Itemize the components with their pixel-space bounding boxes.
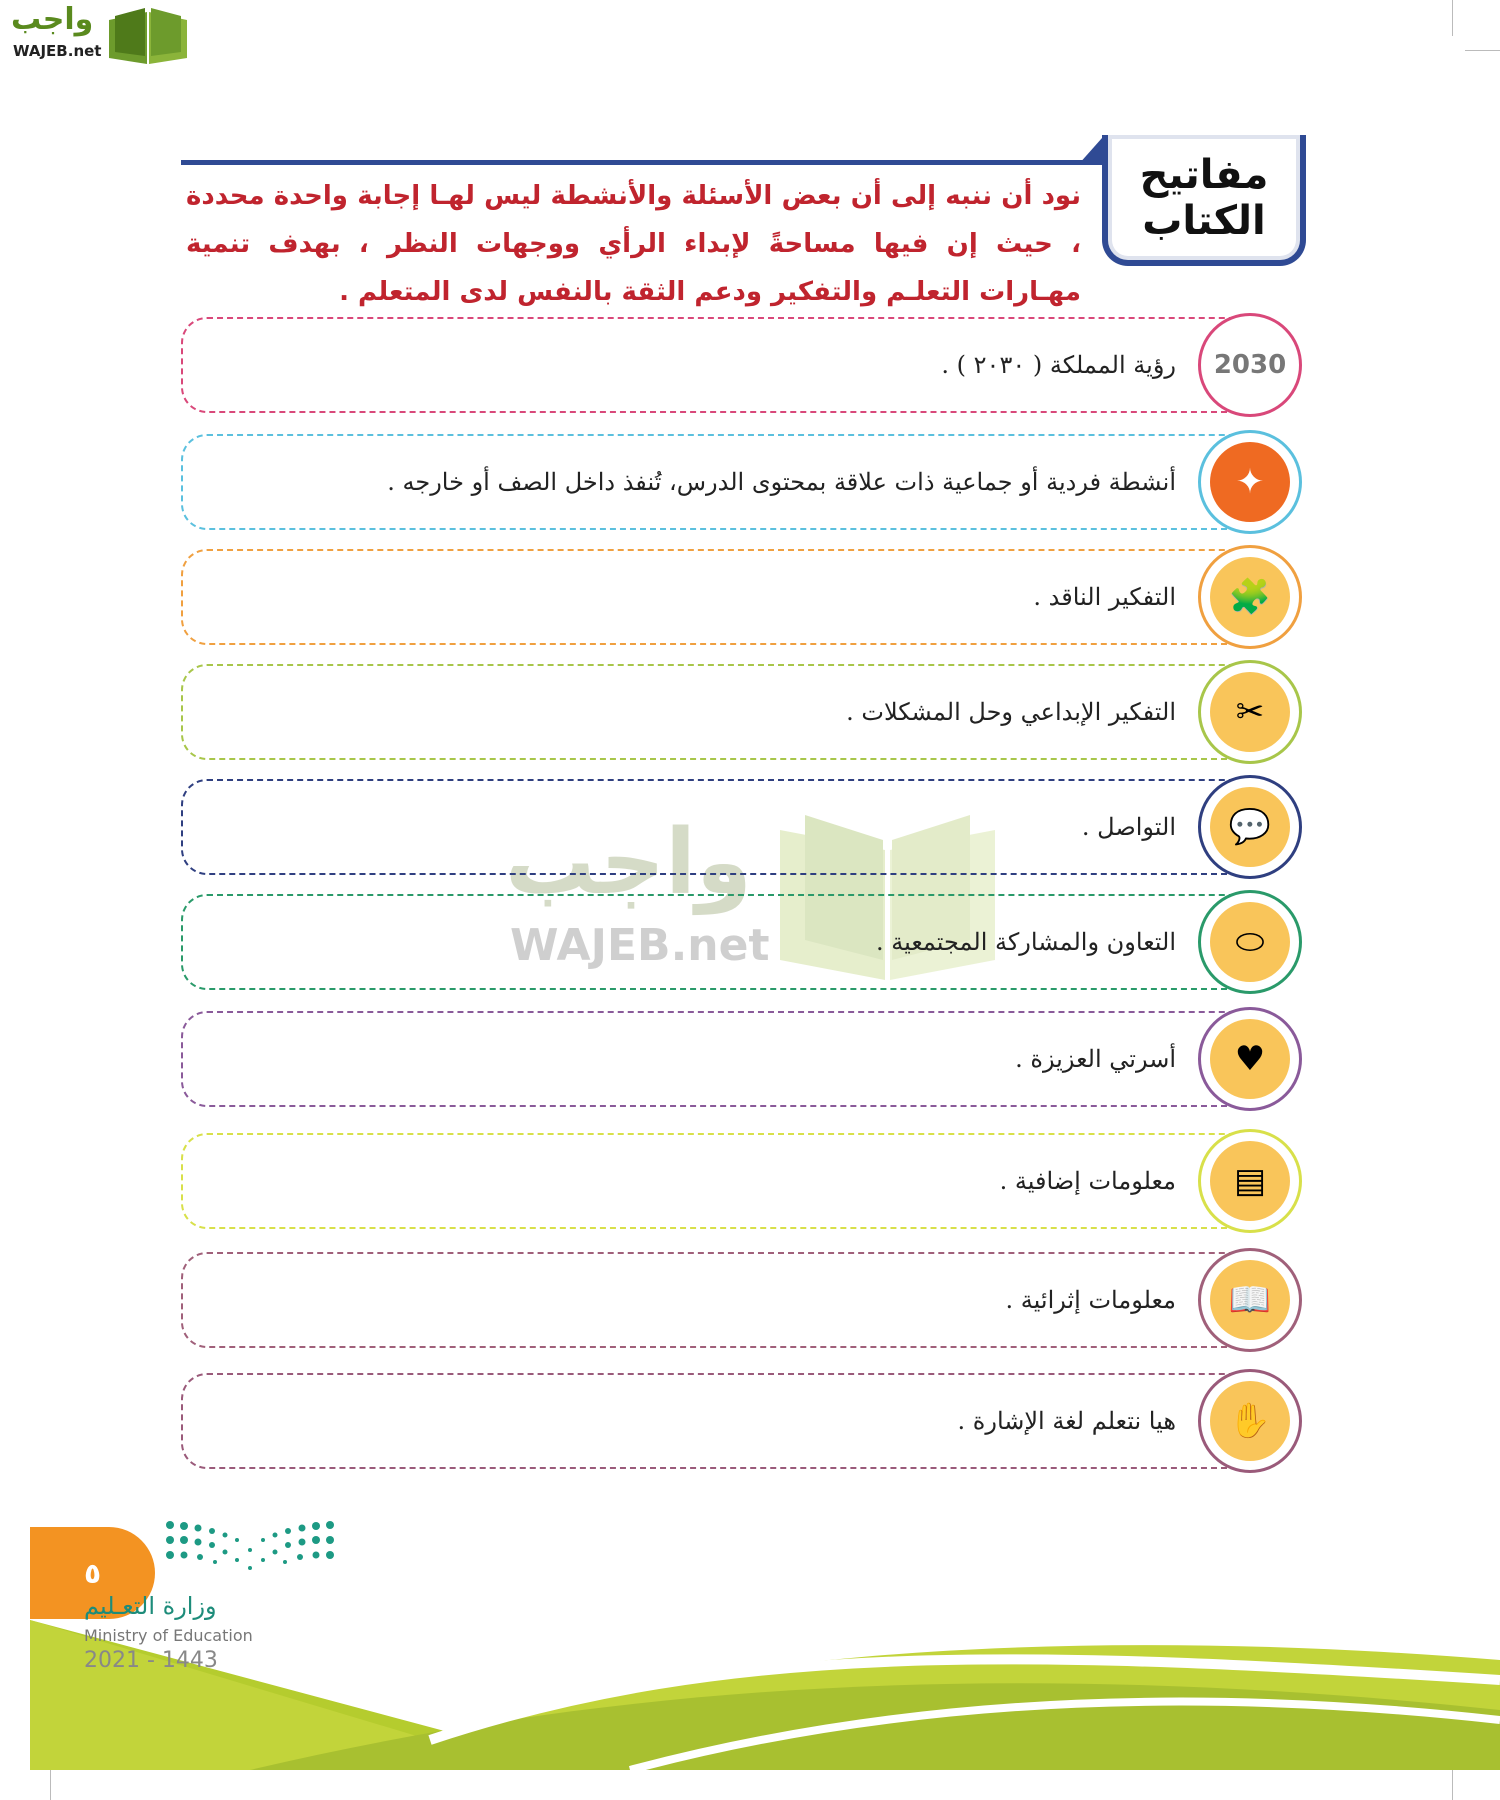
book-logo-icon xyxy=(107,6,189,64)
key-row xyxy=(181,894,1231,990)
key-row xyxy=(181,779,1231,875)
key-label: التفكير الناقد . xyxy=(1033,583,1176,611)
icon-inner: ✋ xyxy=(1210,1381,1290,1461)
icon-inner: ✦ xyxy=(1210,442,1290,522)
vision-2030-logo-text: 2030 xyxy=(1213,350,1287,380)
crop-mark xyxy=(1452,0,1453,36)
watermark: واجب WAJEB.net xyxy=(505,810,1005,990)
crop-mark xyxy=(1452,1766,1453,1800)
wajeb-logo[interactable]: واجب WAJEB.net xyxy=(11,2,191,68)
icon-inner: ♥ xyxy=(1210,1019,1290,1099)
open-book-icon xyxy=(1198,1248,1302,1352)
header-rule xyxy=(181,160,1086,165)
key-label: التفكير الإبداعي وحل المشكلات . xyxy=(846,698,1176,726)
icon-inner: 📖 xyxy=(1210,1260,1290,1340)
sign-language-icon xyxy=(1198,1369,1302,1473)
key-row xyxy=(181,549,1231,645)
key-label: التعاون والمشاركة المجتمعية . xyxy=(875,928,1176,956)
activity-icon xyxy=(1198,430,1302,534)
key-label: رؤية المملكة ( ٢٠٣٠ ) . xyxy=(941,351,1176,379)
key-row xyxy=(181,434,1231,530)
page-number: ٥ xyxy=(30,1527,155,1619)
key-label: معلومات إضافية . xyxy=(999,1167,1176,1195)
ministry-name-english: Ministry of Education xyxy=(84,1626,253,1645)
vision-2030-icon xyxy=(1198,313,1302,417)
icon-inner: ▤ xyxy=(1210,1141,1290,1221)
puzzle-icon xyxy=(1198,545,1302,649)
section-title: مفاتيح الكتاب xyxy=(1102,135,1306,266)
crop-mark xyxy=(1465,50,1500,51)
saudi-map-icon xyxy=(1198,890,1302,994)
key-label: أنشطة فردية أو جماعية ذات علاقة بمحتوى الدرس، تُنفذ داخل الصف أو خارجه . xyxy=(387,468,1176,496)
intro-paragraph: نود أن ننبه إلى أن بعض الأسئلة والأنشطة ليس لهـا إجابة واحدة محددة ، حيث إن فيها مساحةً لإبداء الرأي ووجهات النظر ، بهدف تنمية مهـارات التعلـم والتفكير ودعم الثقة بالنفس لدى المتعلم . xyxy=(186,181,1081,307)
notes-icon xyxy=(1198,1129,1302,1233)
key-row xyxy=(181,1133,1231,1229)
icon-inner: ✂ xyxy=(1210,672,1290,752)
icon-inner: 💬 xyxy=(1210,787,1290,867)
creative-thinking-icon xyxy=(1198,660,1302,764)
icon-inner: 🧩 xyxy=(1210,557,1290,637)
ministry-name-arabic: وزارة التعـليم xyxy=(84,1592,217,1620)
key-label: هيا نتعلم لغة الإشارة . xyxy=(957,1407,1176,1435)
speech-bubble-icon xyxy=(1198,775,1302,879)
ministry-logo-icon xyxy=(165,1520,335,1575)
key-row xyxy=(181,317,1231,413)
key-label: معلومات إثرائية . xyxy=(1005,1286,1176,1314)
family-icon xyxy=(1198,1007,1302,1111)
key-row xyxy=(181,1252,1231,1348)
key-row xyxy=(181,664,1231,760)
key-row xyxy=(181,1373,1231,1469)
academic-year: 2021 - 1443 xyxy=(84,1648,218,1673)
key-label: التواصل . xyxy=(1081,813,1176,841)
header-rule-corner xyxy=(1078,138,1102,165)
key-label: أسرتي العزيزة . xyxy=(1015,1045,1176,1073)
key-row xyxy=(181,1011,1231,1107)
crop-mark xyxy=(50,1766,51,1800)
icon-inner: ⬭ xyxy=(1210,902,1290,982)
